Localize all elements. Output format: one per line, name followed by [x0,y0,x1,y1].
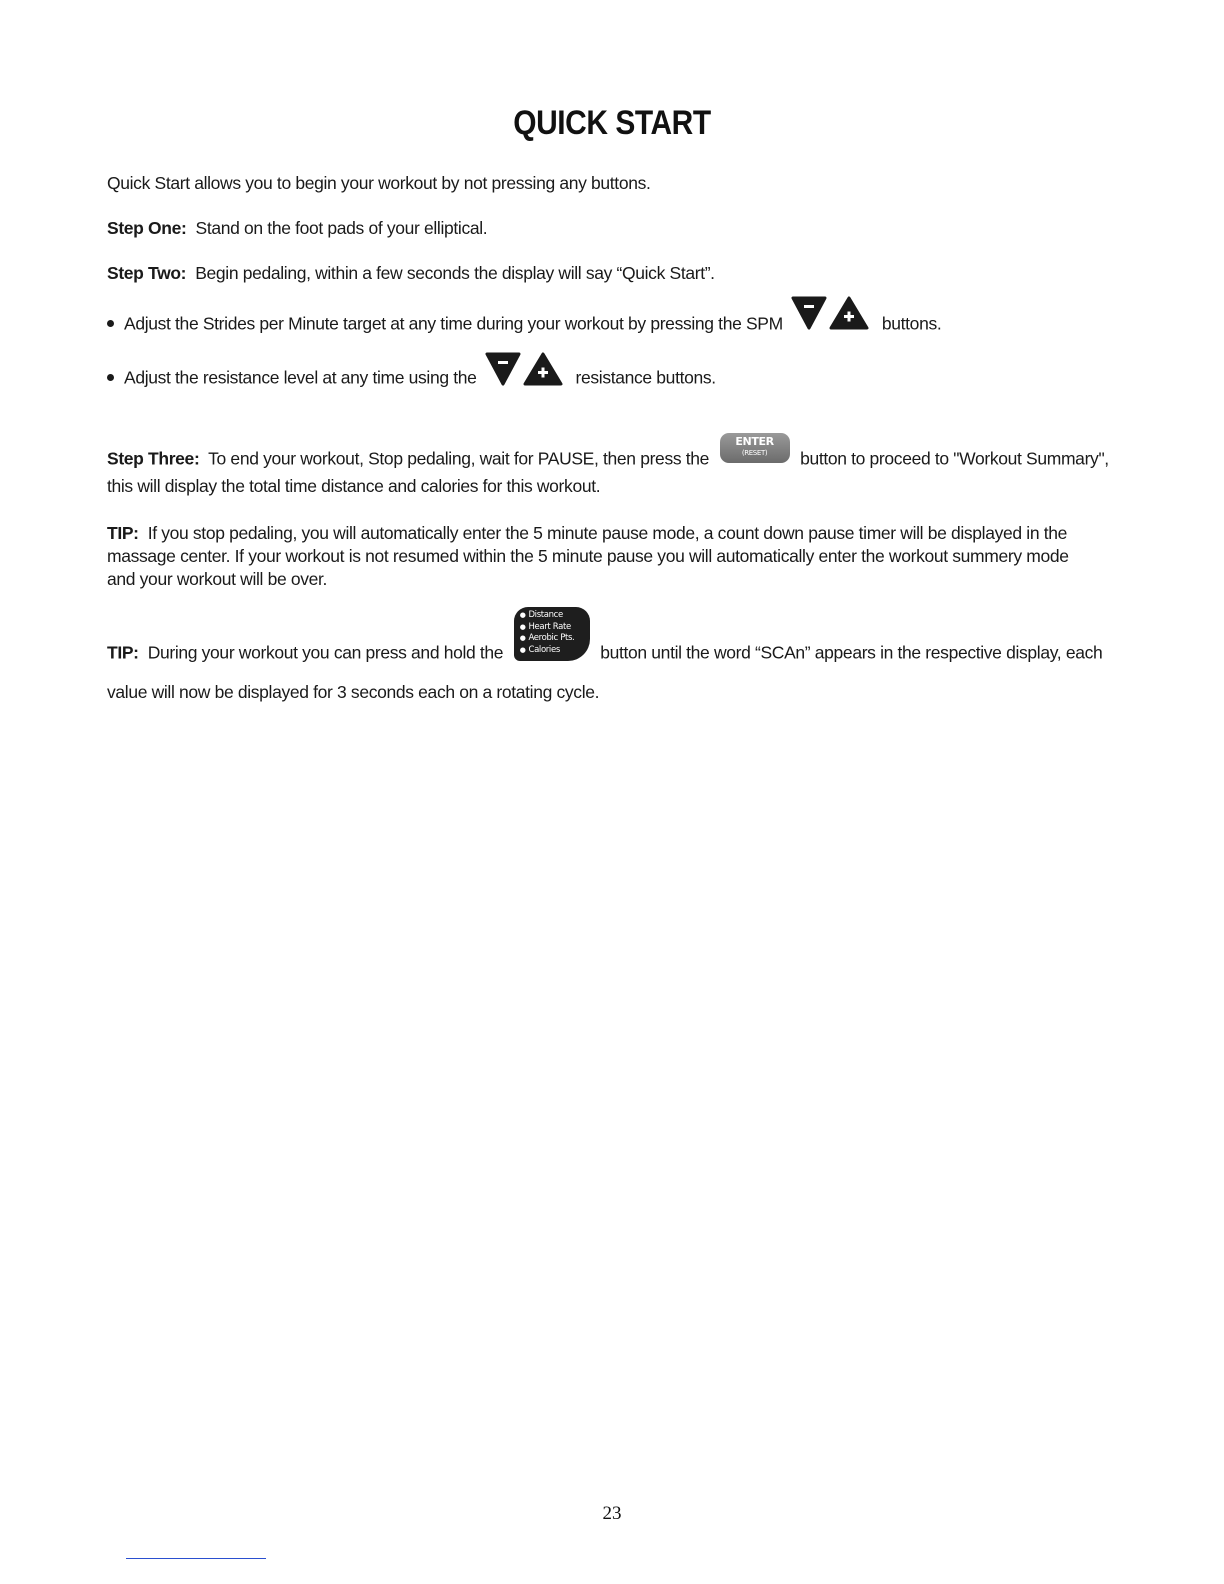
bullet-spm [107,302,1107,348]
metric-heart-rate: ● Heart Rate [520,622,590,634]
minus-triangle-icon [793,298,825,328]
minus-plus-icon-pair [791,294,871,334]
bullet-resistance [107,356,1107,402]
tip-pause [107,522,1097,591]
step-three-label: Step Three: [107,448,200,469]
spm-buttons [791,294,871,340]
bullet-dot [107,320,114,327]
plus-triangle-icon [525,354,561,384]
tip-scan-after: button until the word “SCAn” appears in the respective display, each [600,642,1103,663]
intro-paragraph: Quick Start allows you to begin your workout by not pressing any buttons. [107,173,651,193]
display-metric-button-icon [514,607,590,661]
step-three-text: To end your workout, Stop pedaling, wait for PAUSE, then press the [208,448,710,469]
step-one [107,217,1107,240]
page-number: 23 [602,1503,622,1524]
metric-calories: ● Calories [520,645,590,657]
footer-rule [126,1558,266,1559]
step-two-label: Step Two: [107,263,187,283]
enter-label: ENTER [735,435,774,448]
tip-pause-text: If you stop pedaling, you will automatically enter the 5 minute pause mode, a count down pause timer will be displayed in the massage center. If your workout is not resumed within the 5 minute pause you will automatically enter the workout summery mode and your workout will be over. [107,523,1069,589]
bullet-resistance-after: resistance buttons. [575,367,716,388]
tip-scan [107,610,1117,704]
tip-pause-label: TIP: [107,523,139,543]
bullet-spm-after: buttons. [881,313,942,334]
resistance-buttons [485,350,565,396]
bullet-spm-text: Adjust the Strides per Minute target at any time during your workout by pressing the SPM [124,313,783,334]
plus-triangle-icon [831,298,867,328]
enter-reset-button-icon [720,433,790,463]
metric-aerobic-points: ● Aerobic Pts. [520,633,590,645]
bullet-resistance-text: Adjust the resistance level at any time using the [124,367,477,388]
step-one-text: Stand on the foot pads of your elliptical. [195,218,488,238]
step-three [107,435,1117,498]
reset-label: (RESET) [741,449,768,457]
step-three-after: button to proceed to "Workout Summary", [800,448,1109,469]
step-one-label: Step One: [107,218,187,238]
page-title: QUICK START [513,104,711,142]
step-two-text: Begin pedaling, within a few seconds the display will say “Quick Start”. [195,263,715,283]
minus-triangle-icon [487,354,519,384]
tip-scan-line2: value will now be displayed for 3 seconds each on a rotating cycle. [107,682,600,702]
metric-distance: ● Distance [520,610,590,622]
step-two [107,262,1107,285]
tip-scan-label: TIP: [107,642,139,663]
bullet-dot [107,374,114,381]
tip-scan-text: During your workout you can press and hold the [147,642,504,663]
step-three-line2: this will display the total time distance and calories for this workout. [107,476,601,496]
minus-plus-icon-pair [485,350,565,390]
